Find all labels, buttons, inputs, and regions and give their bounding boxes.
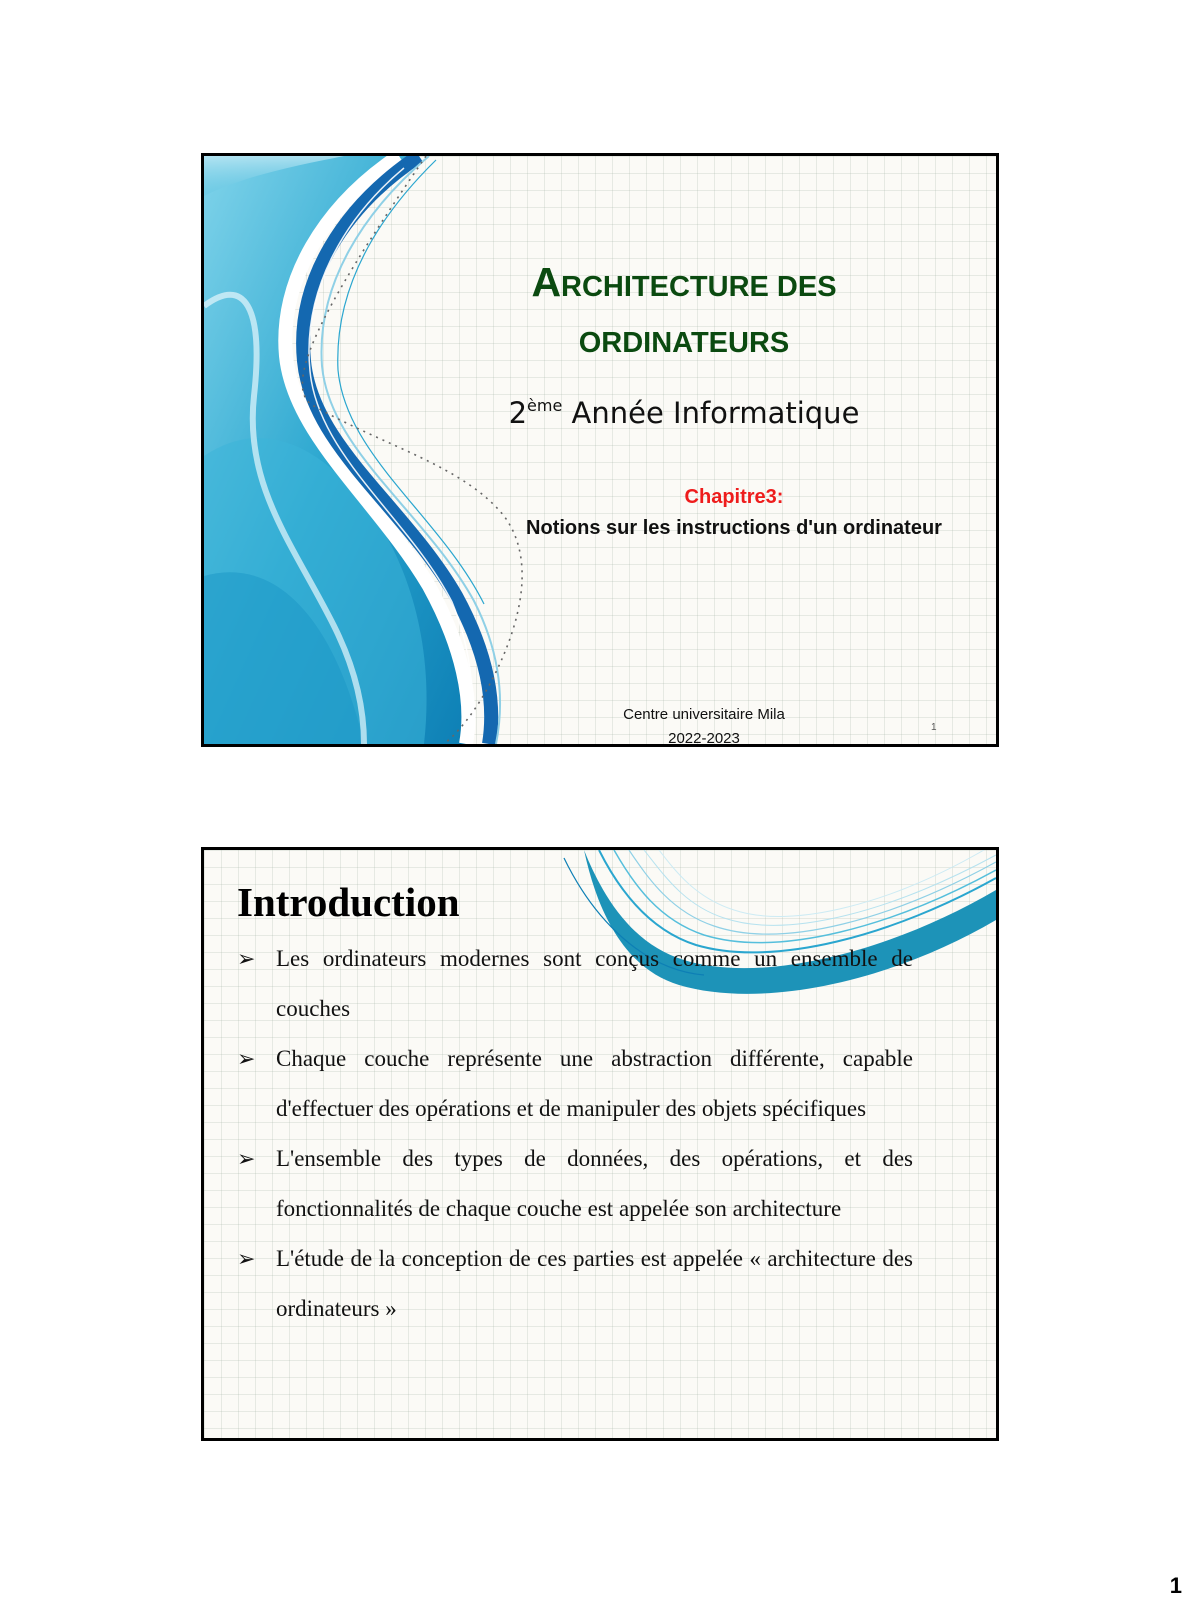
presentation-subtitle xyxy=(444,396,924,430)
institution-name: Centre universitaire Mila xyxy=(623,706,785,723)
chapter-label: Chapitre3: xyxy=(684,486,784,508)
page-number: 1 xyxy=(1169,1573,1182,1598)
subtitle-ordinal-suffix: ème xyxy=(527,396,563,415)
arrow-bullet-icon: ➢ xyxy=(237,1046,256,1071)
slide-number: 1 xyxy=(931,722,937,733)
title-initial-cap: A xyxy=(531,259,562,305)
bullet-text: L'ensemble des types de données, des opérations, et des fonctionnalités de chaque couche est appelée son architecture xyxy=(276,1146,913,1221)
arrow-bullet-icon: ➢ xyxy=(237,1146,256,1171)
title-slide xyxy=(201,153,999,747)
bullet-list xyxy=(237,934,913,1334)
bullet-text: L'étude de la conception de ces parties est appelée « architecture des ordinateurs » xyxy=(276,1246,913,1321)
blue-wave-decoration xyxy=(204,156,996,744)
slide-title: Introduction xyxy=(237,879,460,925)
title-line1-rest: RCHITECTURE DES xyxy=(561,271,837,303)
list-item xyxy=(237,1234,913,1334)
list-item xyxy=(237,934,913,1034)
subtitle-year-number: 2 xyxy=(508,396,528,430)
subtitle-program: Année Informatique xyxy=(562,396,860,430)
arrow-bullet-icon: ➢ xyxy=(237,1246,256,1271)
bullet-text: Les ordinateurs modernes sont conçus comme un ensemble de couches xyxy=(276,946,913,1021)
arrow-bullet-icon: ➢ xyxy=(237,946,256,971)
title-line2: ORDINATEURS xyxy=(578,327,790,359)
presentation-title xyxy=(454,254,914,371)
academic-year: 2022-2023 xyxy=(668,730,740,747)
bullet-text: Chaque couche représente une abstraction différente, capable d'effectuer des opérations et de manipuler des objets spécifiques xyxy=(276,1046,913,1121)
list-item xyxy=(237,1034,913,1134)
chapter-title: Notions sur les instructions d'un ordinateur xyxy=(526,517,942,539)
list-item xyxy=(237,1134,913,1234)
introduction-slide xyxy=(201,847,999,1441)
